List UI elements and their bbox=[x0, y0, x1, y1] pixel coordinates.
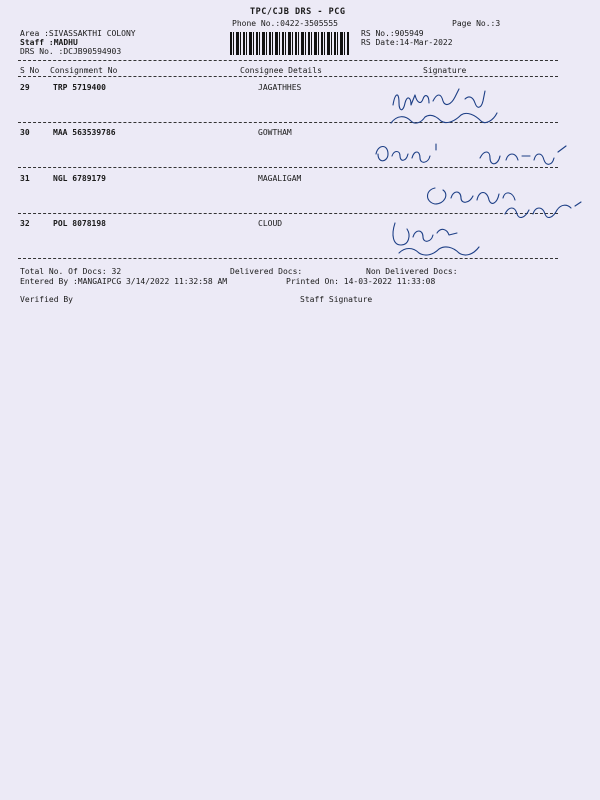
verified-by-label: Verified By bbox=[20, 295, 73, 304]
row-consignee: GOWTHAM bbox=[258, 128, 292, 137]
row-consignee: JAGATHHES bbox=[258, 83, 302, 92]
total-docs: Total No. Of Docs: 32 bbox=[20, 267, 122, 276]
handwritten-signature-row-32 bbox=[385, 215, 495, 260]
divider bbox=[18, 60, 558, 61]
staff-label: Staff :MADHU bbox=[20, 38, 78, 47]
row-sno: 30 bbox=[20, 128, 30, 137]
drs-number: DRS No. :DCJB90594903 bbox=[20, 47, 122, 56]
column-header-sno: S No bbox=[20, 66, 40, 75]
non-delivered-docs: Non Delivered Docs: bbox=[366, 267, 458, 276]
handwritten-signature-row-29 bbox=[385, 85, 515, 130]
staff-signature-label: Staff Signature bbox=[300, 295, 373, 304]
row-sno: 32 bbox=[20, 219, 30, 228]
column-header-signature: Signature bbox=[423, 66, 467, 75]
handwritten-signature-row-30 bbox=[370, 140, 585, 175]
rs-date: RS Date:14-Mar-2022 bbox=[361, 38, 453, 47]
barcode bbox=[230, 32, 350, 55]
column-header-consignment: Consignment No bbox=[50, 66, 118, 75]
area-label: Area :SIVASSAKTHI COLONY bbox=[20, 29, 136, 38]
row-consignment-no: NGL 6789179 bbox=[53, 174, 106, 183]
rs-number: RS No.:905949 bbox=[361, 29, 424, 38]
row-consignment-no: MAA 563539786 bbox=[53, 128, 116, 137]
row-consignment-no: TRP 5719400 bbox=[53, 83, 106, 92]
page-number: Page No.:3 bbox=[452, 19, 501, 28]
entered-by: Entered By :MANGAIPCG 3/14/2022 11:32:58 AM bbox=[20, 277, 228, 286]
delivered-docs: Delivered Docs: bbox=[230, 267, 303, 276]
printed-on: Printed On: 14-03-2022 11:33:08 bbox=[286, 277, 436, 286]
row-consignee: CLOUD bbox=[258, 219, 283, 228]
row-sno: 29 bbox=[20, 83, 30, 92]
document-title: TPC/CJB DRS - PCG bbox=[250, 7, 346, 17]
row-consignment-no: POL 8078198 bbox=[53, 219, 106, 228]
row-sno: 31 bbox=[20, 174, 30, 183]
row-consignee: MAGALIGAM bbox=[258, 174, 302, 183]
divider bbox=[18, 76, 558, 77]
column-header-consignee: Consignee Details bbox=[240, 66, 322, 75]
phone-number: Phone No.:0422-3505555 bbox=[232, 19, 338, 28]
